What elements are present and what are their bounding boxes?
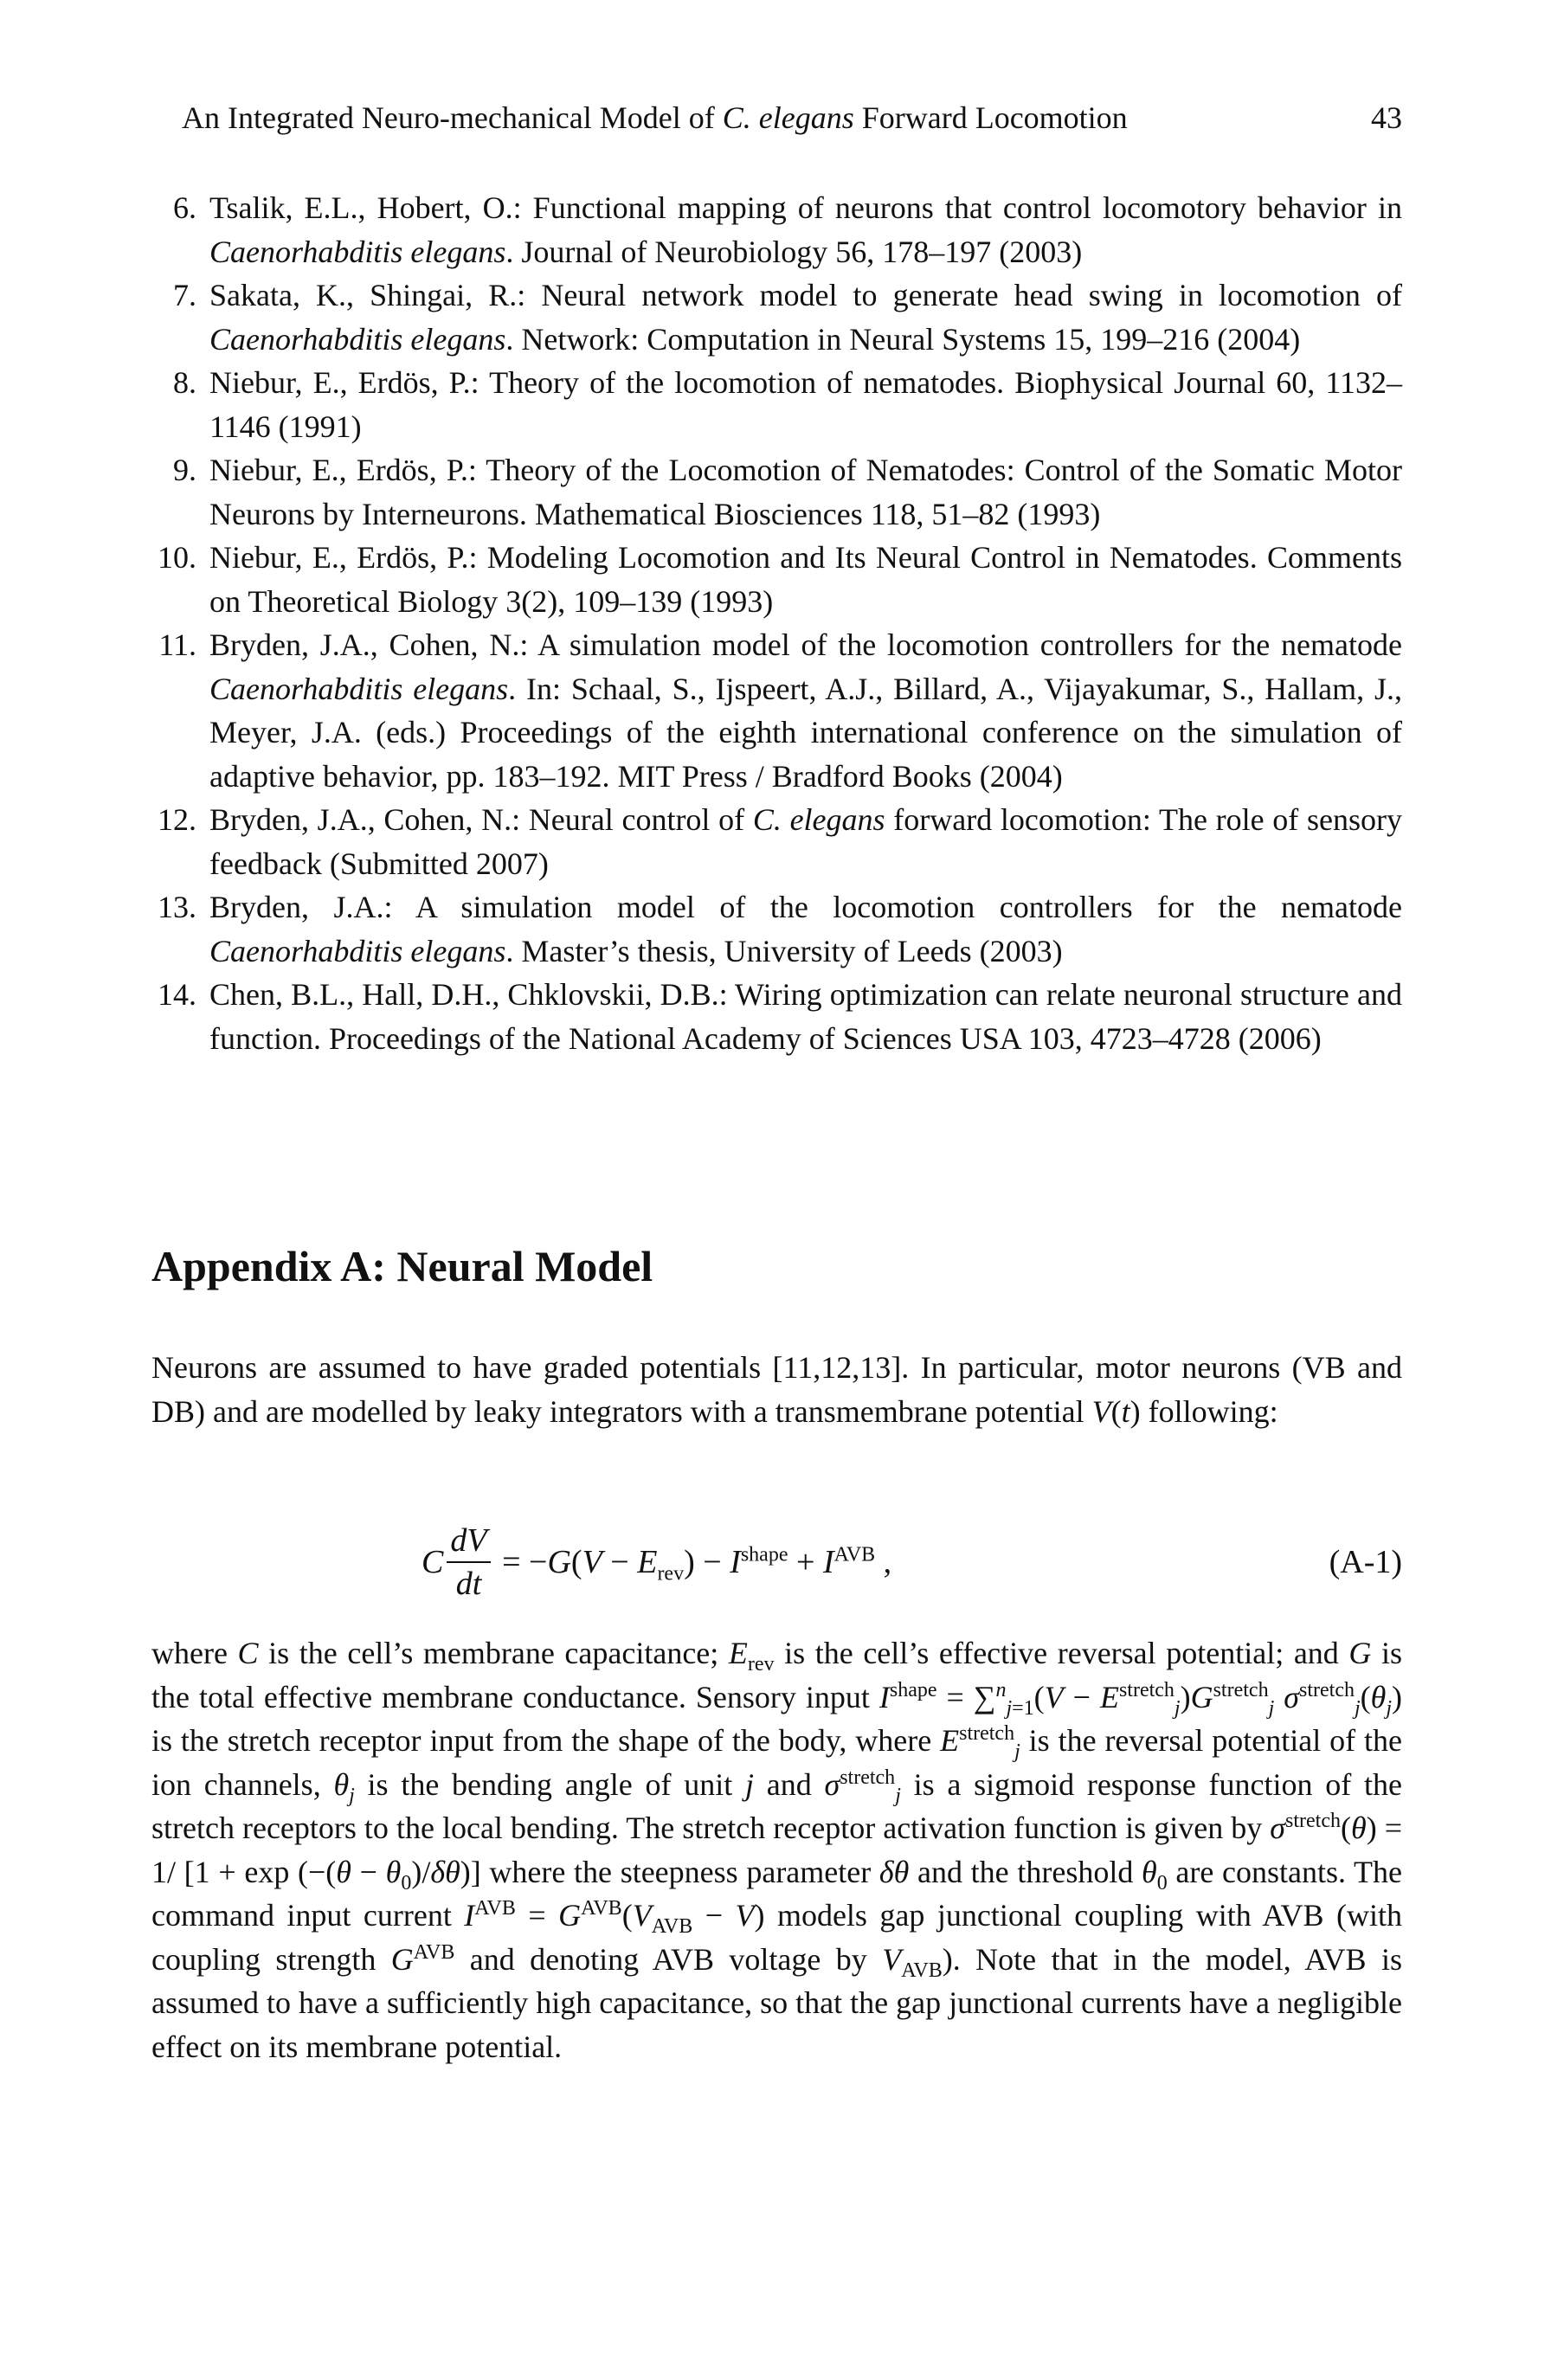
reference-number: 14. <box>158 977 196 1012</box>
running-title: An Integrated Neuro-mechanical Model of C. elegans Forward Locomotion <box>182 100 1128 135</box>
reference-item <box>151 186 1402 273</box>
running-header <box>182 95 1402 140</box>
page-number: 43 <box>1371 100 1402 135</box>
reference-text: Chen, B.L., Hall, D.H., Chklovskii, D.B.: Wiring optimization can relate neuronal structure and function. Proceedings of the National Academy of Sciences USA 103, 4723–4728 (2006) <box>209 977 1402 1056</box>
reference-number: 6. <box>173 190 196 225</box>
reference-text: Niebur, E., Erdös, P.: Theory of the Locomotion of Nematodes: Control of the Somatic Motor Neurons by Interneurons. Mathematical Biosciences 118, 51–82 (1993) <box>209 453 1402 531</box>
reference-number: 12. <box>158 802 196 837</box>
equation-label: (A-1) <box>1329 1544 1402 1580</box>
reference-item <box>151 536 1402 623</box>
appendix-paragraph-1: Neurons are assumed to have graded potentials [11,12,13]. In particular, motor neurons (VB and DB) and are modelled by leaky integrators with a transmembrane potential V(t) following: <box>151 1350 1402 1429</box>
reference-item <box>151 361 1402 448</box>
reference-item <box>151 973 1402 1060</box>
reference-text: Niebur, E., Erdös, P.: Modeling Locomotion and Its Neural Control in Nematodes. Comments on Theoretical Biology 3(2), 109–139 (1993) <box>209 540 1402 619</box>
reference-text: Bryden, J.A., Cohen, N.: Neural control of C. elegans forward locomotion: The role of sensory feedback (Submitted 2007) <box>209 802 1402 881</box>
reference-list <box>151 186 1402 1060</box>
reference-item <box>151 623 1402 798</box>
reference-item <box>151 885 1402 973</box>
appendix-paragraph-2: where C is the cell’s membrane capacitance; $E_{rev}$ is the cell’s effective reversal potential; and G is the total effective membrane conductance. Sensory input $I^{shape} = \sum^n_{j=1}(V - E^{stretch}_j)G^{stretch}_j$ $\sigma^{stretch}_j(\theta_j)$ is the stretch receptor input from the shape of the body, where $E^{stretch}_j$ is the reversal potential of the ion channels, $\theta_j$ is the bending angle of unit j and $\sigma^{stretch}_j$ is a sigmoid response function of the stretch receptors to the local bending. The stretch receptor activation function is given by $\sigma^{stretch}(\theta) = 1/$ $[1 + \exp (-(\theta - \theta_0)/\delta\theta)]$ where the steepness parameter δθ and the threshold $\theta_0$ are constants. The command input current $I^{AVB} = G^{AVB}(V_{AVB} - V)$ models gap junctional coupling with AVB (with coupling strength $G^{AVB}$ and denoting AVB voltage by $V_{AVB}$). Note that in the model, AVB is assumed to have a sufficiently high capacitance, so that the gap junctional currents have a negligible effect on its membrane potential. <box>151 1636 1403 2064</box>
reference-number: 8. <box>173 365 196 400</box>
equation-body: C $\frac{dV}{dt}$ = $-G(V - E_{rev}) - I^{shape} + I^{AVB}$ , <box>422 1510 891 1614</box>
reference-item <box>151 273 1402 361</box>
reference-item <box>151 798 1402 885</box>
reference-text: Niebur, E., Erdös, P.: Theory of the locomotion of nematodes. Biophysical Journal 60, 1132–1146 (1991) <box>209 365 1402 444</box>
reference-number: 11. <box>158 627 196 662</box>
reference-number: 10. <box>158 540 196 575</box>
reference-text: Sakata, K., Shingai, R.: Neural network model to generate head swing in locomotion of Caenorhabditis elegans. Network: Computation in Neural Systems 15, 199–216 (2004) <box>209 278 1402 357</box>
reference-text: Bryden, J.A., Cohen, N.: A simulation model of the locomotion controllers for the nematode Caenorhabditis elegans. In: Schaal, S., Ijspeert, A.J., Billard, A., Vijayakumar, S., Hallam, J., Meyer, J.A. (eds.) Proceedings of the eighth international conference on the simulation of adaptive behavior, pp. 183–192. MIT Press / Bradford Books (2004) <box>209 627 1402 794</box>
reference-number: 9. <box>173 453 196 487</box>
equation-a1 <box>151 1510 1402 1614</box>
reference-item <box>151 448 1402 536</box>
reference-text: Bryden, J.A.: A simulation model of the locomotion controllers for the nematode Caenorhabditis elegans. Master’s thesis, University of Leeds (2003) <box>209 890 1402 968</box>
section-heading: Appendix A: Neural Model <box>151 1242 653 1290</box>
reference-number: 13. <box>158 890 196 924</box>
reference-number: 7. <box>173 278 196 312</box>
reference-text: Tsalik, E.L., Hobert, O.: Functional mapping of neurons that control locomotory behavior in Caenorhabditis elegans. Journal of Neurobiology 56, 178–197 (2003) <box>209 190 1402 269</box>
